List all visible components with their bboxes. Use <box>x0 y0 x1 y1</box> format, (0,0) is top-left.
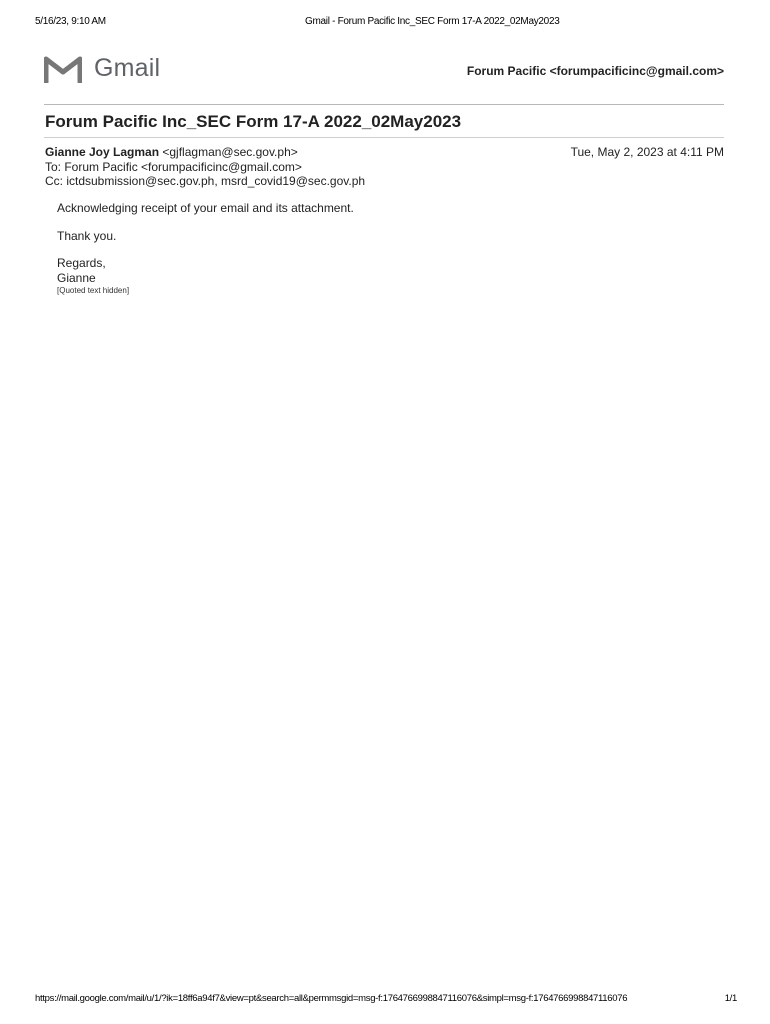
email-meta <box>45 145 365 189</box>
body-line: Thank you. <box>57 228 117 243</box>
account-identity: Forum Pacific <forumpacificinc@gmail.com> <box>466 64 724 78</box>
gmail-m-icon <box>44 55 82 83</box>
quoted-text-hidden: [Quoted text hidden] <box>57 286 130 295</box>
header-divider <box>44 104 724 105</box>
print-url: https://mail.google.com/mail/u/1/?ik=18ff6a94f7&view=pt&search=all&permmsgid=msg-f:1764766998847116076&simpl=msg-f:1764766998847116076 <box>35 993 628 1004</box>
sender-address: <gjflagman@sec.gov.ph> <box>162 145 298 159</box>
email-subject: Forum Pacific Inc_SEC Form 17-A 2022_02May2023 <box>45 112 462 131</box>
subject-divider <box>44 137 724 138</box>
print-footer <box>35 993 737 1007</box>
body-line: Regards, <box>57 256 106 270</box>
email-body <box>57 201 354 297</box>
print-page-title: Gmail - Forum Pacific Inc_SEC Form 17-A 2022_02May2023 <box>305 16 560 27</box>
gmail-logo <box>44 54 160 83</box>
from-line <box>45 145 365 160</box>
cc-line: Cc: ictdsubmission@sec.gov.ph, msrd_covid19@sec.gov.ph <box>45 174 366 188</box>
body-line: Acknowledging receipt of your email and its attachment. <box>57 201 354 215</box>
to-line: To: Forum Pacific <forumpacificinc@gmail.com> <box>45 159 302 174</box>
page-number: 1/1 <box>724 993 737 1004</box>
email-date: Tue, May 2, 2023 at 4:11 PM <box>570 145 724 159</box>
body-line: Gianne <box>57 270 96 285</box>
sender-name: Gianne Joy Lagman <box>45 145 160 159</box>
gmail-wordmark: Gmail <box>94 54 161 82</box>
print-datetime: 5/16/23, 9:10 AM <box>35 16 106 27</box>
print-header <box>35 16 735 32</box>
